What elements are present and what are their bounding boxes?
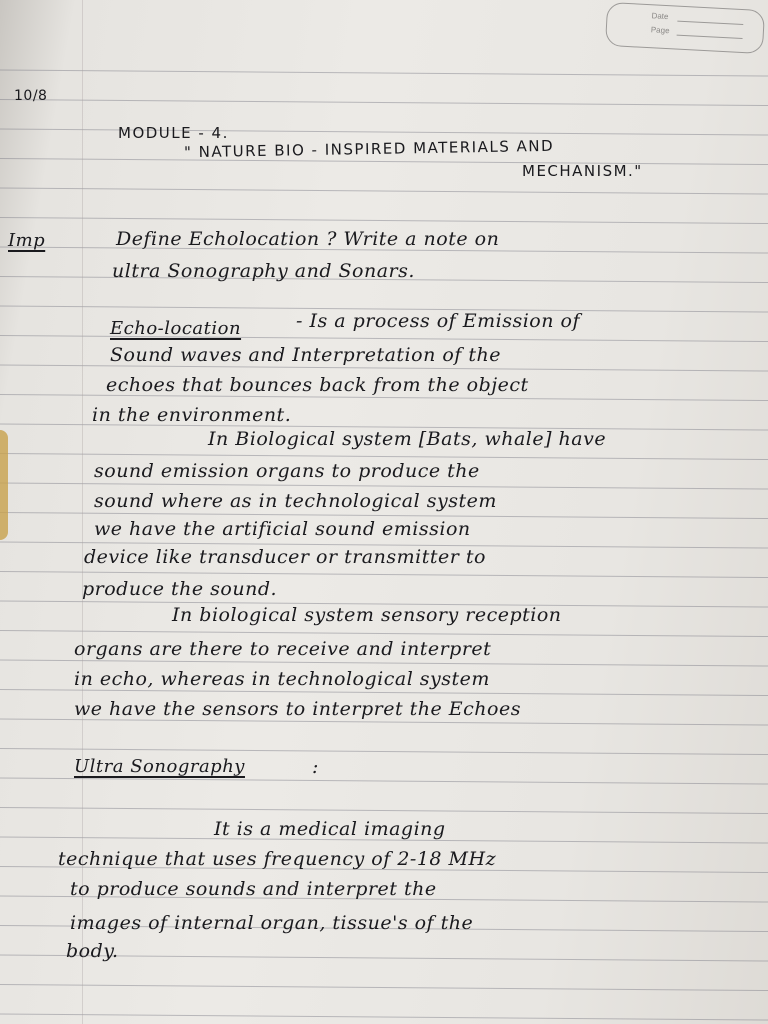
ruled-line (0, 631, 768, 637)
bio-line-3: sound where as in technological system (94, 490, 497, 512)
date-note: 10/8 (14, 88, 48, 104)
margin-line (82, 0, 83, 1024)
echo-line-4: in the environment. (92, 404, 292, 426)
question-line-1: Define Echolocation ? Write a note on (116, 228, 500, 250)
date-page-stamp (605, 2, 765, 54)
bio-line-4: we have the artificial sound emission (94, 518, 471, 540)
ruled-line (0, 572, 768, 578)
bio-line-6: produce the sound. (82, 578, 278, 600)
ruled-line (0, 70, 768, 76)
sens-line-2: organs are there to receive and interpret (74, 638, 492, 660)
ruled-line (0, 778, 768, 784)
ruled-line (0, 660, 768, 666)
ultra-line-5: body. (66, 940, 119, 962)
echo-heading: Echo-location (110, 318, 242, 339)
sens-line-4: we have the sensors to interpret the Echoes (74, 698, 521, 720)
sens-line-1: In biological system sensory reception (172, 604, 562, 626)
ultra-line-4: images of internal organ, tissue's of the (70, 912, 474, 934)
ruled-line (0, 483, 768, 489)
title-line-2: MECHANISM." (522, 162, 643, 180)
title-line-1: " NATURE BIO - INSPIRED MATERIALS AND (183, 136, 555, 162)
ruled-line (0, 159, 768, 165)
ruled-line (0, 129, 768, 135)
ruled-line (0, 100, 768, 106)
bio-line-5: device like transducer or transmitter to (84, 546, 486, 568)
module-heading: MODULE - 4. (118, 124, 229, 142)
echo-line-2: Sound waves and Interpretation of the (110, 344, 501, 366)
ruled-line (0, 808, 768, 814)
bio-line-1: In Biological system [Bats, whale] have (208, 428, 607, 450)
bio-line-2: sound emission organs to produce the (94, 460, 480, 482)
echo-line-1: - Is a process of Emission of (296, 310, 580, 332)
page-label: Page (650, 25, 670, 36)
ruled-line (0, 749, 768, 755)
ruled-line (0, 690, 768, 696)
thumb-shadow (0, 430, 8, 540)
imp-mark: Imp (8, 230, 46, 251)
ruled-line (0, 218, 768, 224)
date-label: Date (651, 11, 669, 22)
ultra-line-1: It is a medical imaging (214, 818, 446, 840)
question-line-2: ultra Sonography and Sonars. (112, 260, 415, 282)
ruled-line (0, 985, 768, 991)
echo-line-3: echoes that bounces back from the object (106, 374, 529, 396)
ruled-line (0, 1014, 768, 1020)
ultra-line-2: technique that uses frequency of 2-18 MHz (58, 848, 497, 870)
sens-line-3: in echo, whereas in technological system (74, 668, 490, 690)
ultra-line-3: to produce sounds and interpret the (70, 878, 437, 900)
ultra-heading: Ultra Sonography (74, 756, 245, 777)
ultra-colon: : (312, 756, 319, 778)
ruled-line (0, 188, 768, 194)
ruled-line (0, 454, 768, 460)
